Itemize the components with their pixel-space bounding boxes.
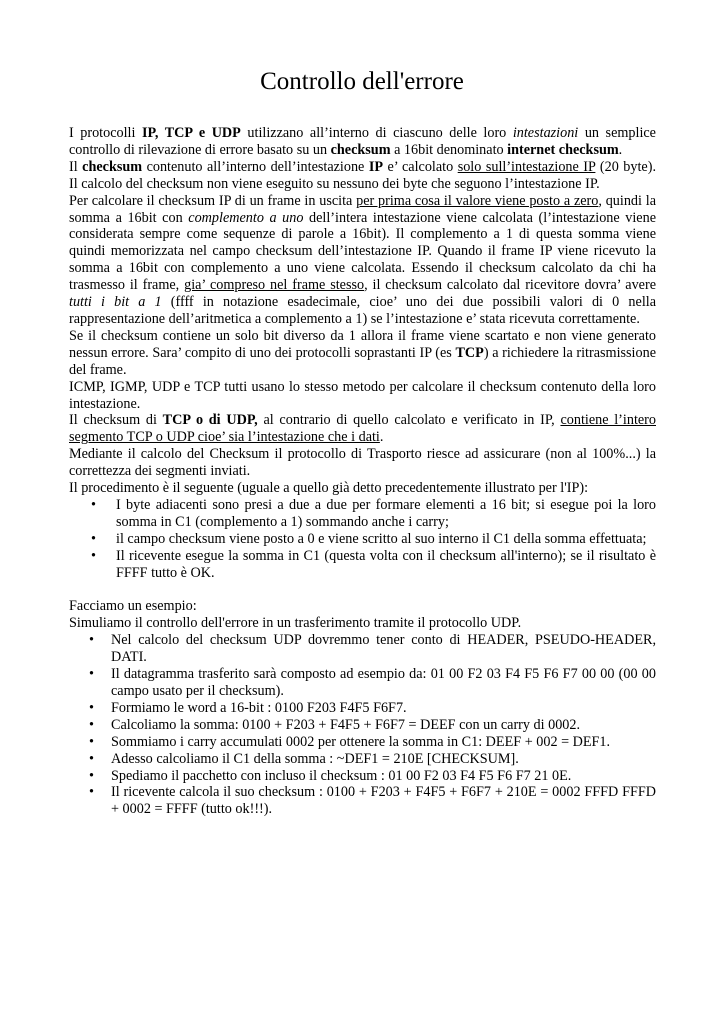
- text-span: (ffff in notazione esadecimale, cioe’ uno dei due possibili valori di 0 nella rappresentazione dell’aritmetica a complemento a 1) se l’intestazione e’ stata ricevuta correttamente.: [69, 294, 656, 327]
- list-item: [69, 784, 656, 818]
- bullet-icon: •: [91, 496, 96, 513]
- list-item-text: Adesso calcoliamo il C1 della somma : ~DEF1 = 210E [CHECKSUM].: [111, 750, 519, 767]
- text-span: Per calcolare il checksum IP di un frame in uscita: [69, 192, 357, 209]
- text-span: .: [379, 429, 384, 446]
- text-span: (20 byte). Il calcolo del checksum non viene eseguito su nessuno dei byte che seguono l’intestazione IP.: [69, 158, 657, 192]
- list-item: [69, 734, 656, 751]
- bold-tcp: TCP: [455, 344, 484, 361]
- bullet-icon: •: [91, 530, 96, 547]
- paragraph-transport: Mediante il calcolo del Checksum il protocollo di Trasporto riesce ad assicurare (non al 100%...) la correttezza dei segmenti inviati.: [69, 446, 656, 480]
- bold-checksum: checksum: [330, 141, 391, 158]
- text-span: .: [618, 141, 623, 158]
- paragraph-example-intro: Facciamo un esempio:: [69, 598, 197, 615]
- bullet-icon: •: [89, 750, 94, 767]
- list-item: [69, 700, 656, 717]
- italic-intestazioni: intestazioni: [512, 125, 579, 141]
- list-item: [69, 531, 656, 548]
- list-item-text: Il ricevente calcola il suo checksum : 0100 + F203 + F4F5 + F6F7 + 210E = 0002 FFFD FFFD + 0002 = FFFF (tutto ok!!!).: [111, 784, 656, 818]
- list-item-text: Formiamo le word a 16-bit : 0100 F203 F4F5 F6F7.: [111, 699, 407, 716]
- page-title: Controllo dell'errore: [260, 68, 464, 95]
- paragraph-tcp-udp: [69, 412, 656, 446]
- text-span: al contrario di quello calcolato e verificato in IP,: [257, 412, 561, 429]
- bullet-icon: •: [89, 733, 94, 750]
- italic-ones-complement: complemento a uno: [188, 209, 304, 226]
- text-span: , quindi la somma a 16bit con: [69, 192, 656, 226]
- bold-protocols: IP, TCP e UDP: [141, 125, 241, 141]
- list-item: [69, 751, 656, 768]
- paragraph-ip-calculation: [69, 193, 656, 328]
- list-item-text: Calcoliamo la somma: 0100 + F203 + F4F5 + F6F7 = DEEF con un carry di 0002.: [111, 716, 581, 733]
- bold-internet-checksum: internet checksum: [507, 141, 619, 158]
- text-span: utilizzano all’interno di ciascuno delle loro: [240, 125, 513, 141]
- spacer: [69, 581, 656, 598]
- paragraph-protocols-intro: [69, 125, 656, 159]
- underline-set-to-zero: per prima cosa il valore viene posto a zero: [356, 192, 599, 209]
- paragraph-procedure: Il procedimento è il seguente (uguale a quello già detto precedentemente illustrato per l'IP):: [69, 480, 589, 497]
- list-item-text: Il datagramma trasferito sarà composto ad esempio da: 01 00 F2 03 F4 F5 F6 F7 00 00 (00 00 campo usato per il checksum).: [111, 666, 656, 699]
- text-span: contenuto all’interno dell’intestazione: [142, 158, 369, 175]
- text-span: e’ calcolato: [383, 158, 458, 175]
- bullet-icon: •: [89, 699, 94, 716]
- list-item: [69, 632, 656, 666]
- paragraph-same-method: ICMP, IGMP, UDP e TCP tutti usano lo stesso metodo per calcolare il checksum contenuto della loro intestazione.: [69, 378, 656, 412]
- text-span: a 16bit denominato: [390, 141, 508, 158]
- list-item-text: Nel calcolo del checksum UDP dovremmo tener conto di HEADER, PSEUDO-HEADER, DATI.: [111, 632, 656, 666]
- example-list: [69, 632, 656, 818]
- underline-only-header: solo sull’intestazione IP: [457, 158, 596, 175]
- text-span: ) a richiedere la ritrasmissione del frame.: [69, 344, 656, 378]
- underline-included-in-frame: gia’ compreso nel frame stesso: [184, 277, 365, 294]
- paragraph-discard: [69, 328, 656, 379]
- text-span: I protocolli: [69, 125, 142, 141]
- text-span: Il checksum di: [69, 412, 163, 429]
- bullet-icon: •: [91, 547, 96, 564]
- bullet-icon: •: [89, 632, 94, 649]
- bullet-icon: •: [89, 666, 94, 683]
- list-item-text: il campo checksum viene posto a 0 e viene scritto al suo interno il C1 della somma effettuata;: [116, 530, 647, 547]
- text-span: dell’intera intestazione viene calcolata (l’intestazione viene considerata sempre come sequenze di parole a 16bit). Il complemento a 1 di questa somma viene quindi memorizzata nel campo checksum dell’intestazione IP. Quando il frame IP viene ricevuto la somma a 16bit con complemento a uno viene calcolata. Essendo il checksum calcolato da chi ha trasmesso il frame,: [69, 209, 656, 294]
- underline-whole-segment: contiene l’intero segmento TCP o UDP cioe’ sia l’intestazione che i dati: [69, 412, 656, 446]
- bold-checksum: checksum: [82, 158, 143, 175]
- list-item-text: Sommiamo i carry accumulati 0002 per ottenere la somma in C1: DEEF + 002 = DEF1.: [111, 733, 611, 750]
- list-item: [69, 717, 656, 734]
- list-item: [69, 497, 656, 531]
- text-span: Se il checksum contiene un solo bit diverso da 1 allora il frame viene scartato e non viene generato nessun errore. Sara’ compito di uno dei protocolli soprastanti IP (es: [69, 327, 656, 361]
- list-item: [69, 666, 656, 700]
- italic-all-bits-one: tutti i bit a 1: [69, 294, 162, 311]
- procedure-list: [69, 497, 656, 582]
- bullet-icon: •: [89, 784, 94, 801]
- text-span: Il: [69, 158, 83, 175]
- bullet-icon: •: [89, 767, 94, 784]
- paragraph-ip-checksum: [69, 159, 656, 193]
- text-span: , il checksum calcolato dal ricevitore dovra’ avere: [364, 277, 657, 294]
- bold-tcp-udp: TCP o di UDP,: [162, 412, 258, 429]
- list-item-text: Il ricevente esegue la somma in C1 (questa volta con il checksum all'interno); se il risultato è FFFF tutto è OK.: [116, 547, 656, 581]
- list-item: [69, 768, 656, 785]
- list-item: [69, 548, 656, 582]
- bullet-icon: •: [89, 716, 94, 733]
- bold-ip: IP: [368, 158, 384, 175]
- list-item-text: Spediamo il pacchetto con incluso il checksum : 01 00 F2 03 F4 F5 F6 F7 21 0E.: [111, 767, 572, 784]
- paragraph-example-udp: Simuliamo il controllo dell'errore in un trasferimento tramite il protocollo UDP.: [69, 615, 522, 632]
- list-item-text: I byte adiacenti sono presi a due a due per formare elementi a 16 bit; si esegue poi la loro somma in C1 (complemento a 1) sommando anche i carry;: [116, 496, 656, 530]
- text-span: un semplice controllo di rilevazione di errore basato su un: [69, 125, 656, 158]
- document-body: [69, 125, 656, 818]
